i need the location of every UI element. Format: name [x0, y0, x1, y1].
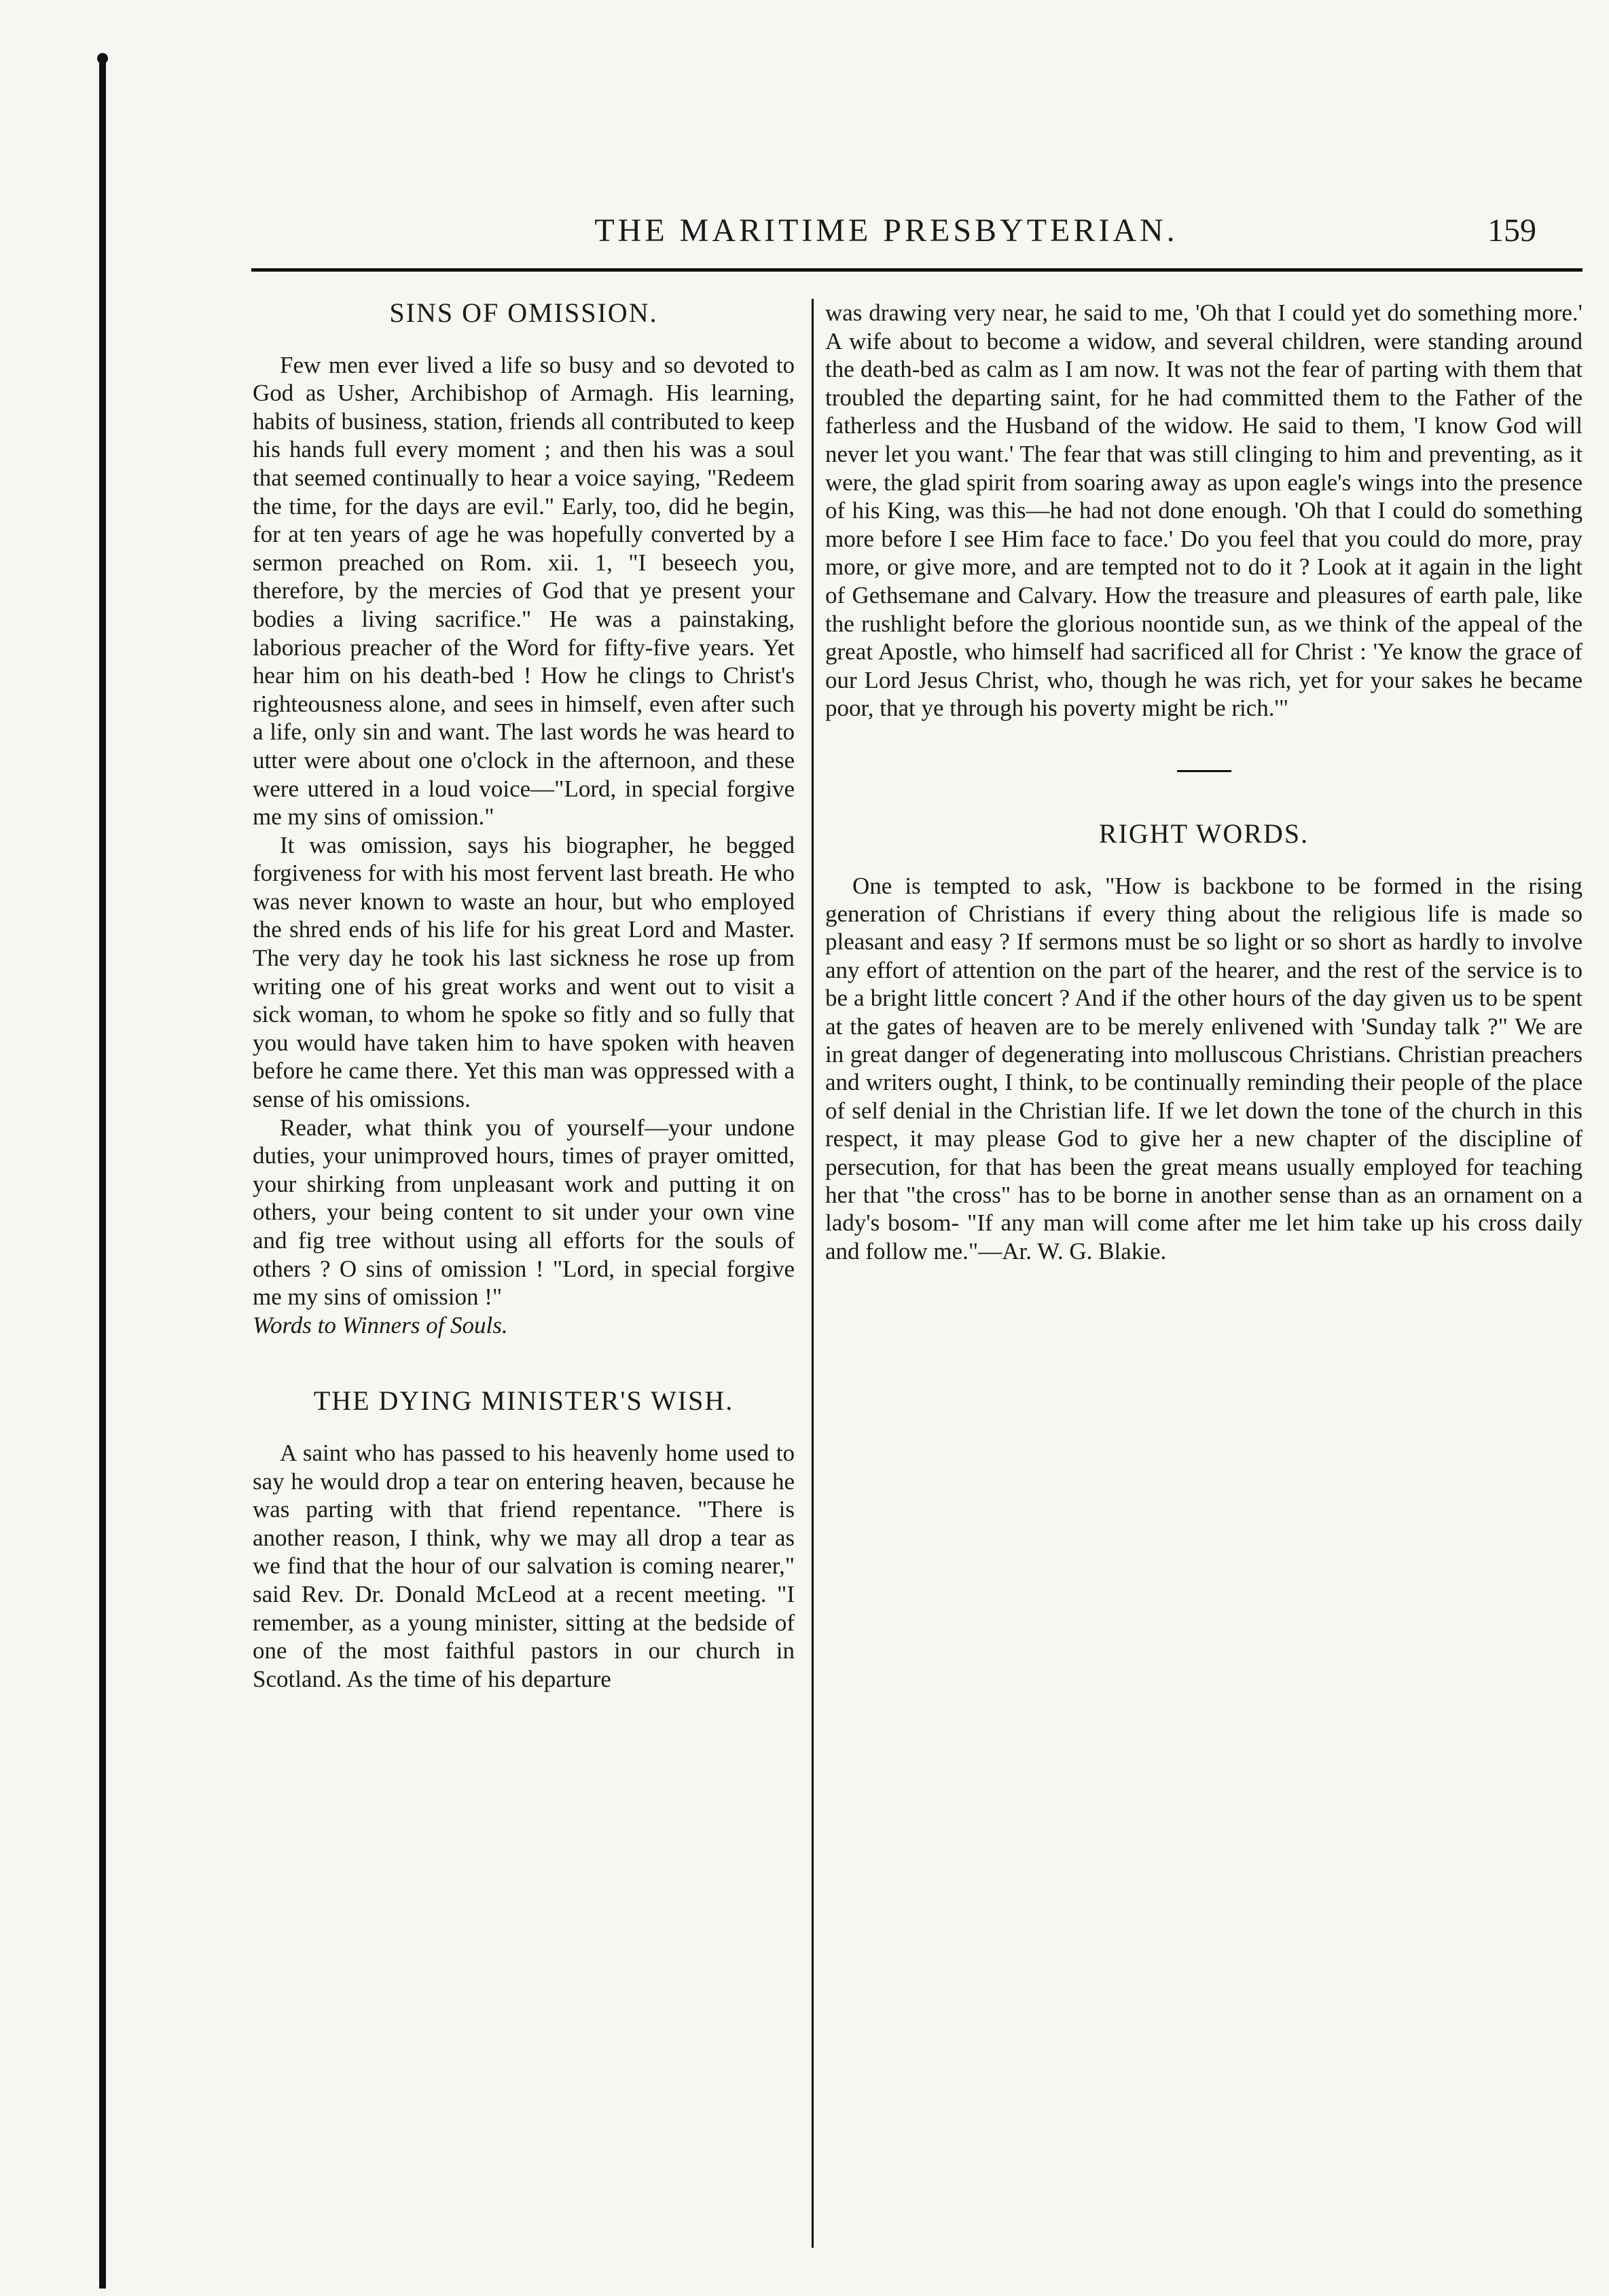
running-title: THE MARITIME PRESBYTERIAN.	[594, 213, 1178, 249]
header-rule	[251, 268, 1583, 272]
section-title-dying-ministers-wish: THE DYING MINISTER'S WISH.	[313, 1385, 734, 1417]
section-title-right-words: RIGHT WORDS.	[1098, 818, 1309, 849]
paragraph: Reader, what think you of yourself—your undone duties, your unimproved hours, times of prayer omitted, your shirking from unpleasant work and putting it on others, your being content to sit under your own vine and fig tree without using all efforts for the souls of others ? O sins of omission ! "Lord, in special forgive me my sins of omission !"	[253, 1114, 795, 1311]
paragraph: It was omission, says his biographer, he begged forgiveness for with his most fervent last breath. He who was never known to waste an hour, but who employed the shred ends of his life for his great Lord and Master. The very day he took his last sickness he rose up from writing one of his great works and went out to visit a sick woman, to whom he spoke so fitly and so fully that you would have taken him to have spoken with heaven before he came there. Yet this man was oppressed with a sense of his omissions.	[253, 831, 795, 1113]
binding-mark	[97, 53, 108, 64]
paragraph: Few men ever lived a life so busy and so devoted to God as Usher, Archibishop of Armagh. His learning, habits of business, station, friends all contributed to keep his hands full every moment ; and then his was a soul that seemed continually to hear a voice saying, "Redeem the time, for the days are evil." Early, too, did he begin, for at ten years of age he was hopefully converted by a sermon preached on Rom. xii. 1, "I beseech you, therefore, by the mercies of God that ye present your bodies a living sacrifice." He was a painstaking, laborious preacher of the Word for fifty-five years. Yet hear him on his death-bed ! How he clings to Christ's righteousness alone, and sees in himself, even after such a life, only sin and want. The last words he was heard to utter were about one o'clock in the afternoon, and these were uttered in a loud voice—"Lord, in special forgive me my sins of omission."	[253, 351, 795, 831]
left-column	[253, 299, 795, 1693]
paragraph-continued: was drawing very near, he said to me, 'Oh that I could yet do something more.' A wife about to become a widow, and several children, were standing around the death-bed as calm as I am now. It was not the fear of parting with them that troubled the departing saint, for he had committed them to the Father of the fatherless and the Husband of the widow. He said to them, 'I know God will never let you want.' The fear that was still clinging to him and preventing, as it were, the glad spirit from soaring away as upon eagle's wings into the presence of his King, was this—he had not done enough. 'Oh that I could do something more before I see Him face to face.' Do you feel that you could do more, pray more, or give more, and are tempted not to do it ? Look at it again in the light of Gethsemane and Calvary. How the treasure and pleasures of earth pale, like the rushlight before the glorious noontide sun, as we think of the appeal of the great Apostle, who himself had sacrificed all for Christ : 'Ye know the grace of our Lord Jesus Christ, who, though he was rich, yet for your sakes he became poor, that ye through his poverty might be rich.'"	[825, 299, 1583, 722]
attribution: Words to Winners of Souls.	[253, 1311, 508, 1338]
right-column	[825, 299, 1583, 1265]
column-rule	[812, 299, 814, 2248]
section-separator	[1177, 770, 1231, 772]
right-words-body	[825, 872, 1583, 1266]
paragraph: A saint who has passed to his heavenly home used to say he would drop a tear on entering heaven, because he was parting with that friend repentance. "There is another reason, I think, why we may all drop a tear as we find that the hour of our salvation is coming nearer," said Rev. Dr. Donald McLeod at a recent meeting. "I remember, as a young minister, sitting at the bedside of one of the most faithful pastors in our church in Scotland. As the time of his departure	[253, 1439, 795, 1692]
binding-edge	[99, 54, 106, 2289]
section-title-sins-of-omission: SINS OF OMISSION.	[389, 297, 658, 328]
paragraph: One is tempted to ask, "How is backbone to be formed in the rising generation of Christians if every thing about the religious life is made so pleasant and easy ? If sermons must be so light or so short as hardly to involve any effort of attention on the part of the hearer, and the rest of the service is to be a bright little concert ? And if the other hours of the day given us to be spent at the gates of heaven are to be merely enlivened with 'Sunday talk ?" We are in great danger of degenerating into molluscous Christians. Christian preachers and writers ought, I think, to be continually reminding their people of the place of self denial in the Christian life. If we let down the tone of the church in this respect, it may please God to give her a new chapter of the discipline of persecution, for that has been the great means usually employed for teaching her that "the cross" has to be borne in another sense than as an ornament on a lady's bosom- "If any man will come after me let him take up his cross daily and follow me."—Ar. W. G. Blakie.	[825, 872, 1583, 1264]
section-gap	[253, 1339, 795, 1387]
page-number: 159	[1487, 213, 1536, 249]
